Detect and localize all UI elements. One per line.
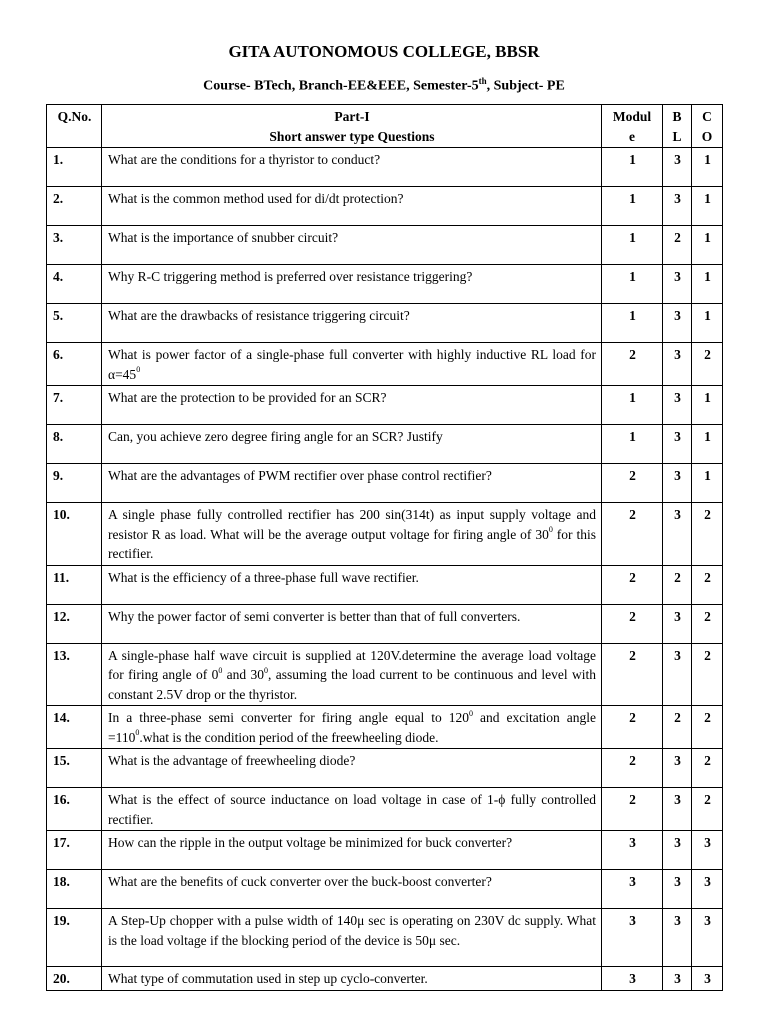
module-value: 1 (602, 187, 663, 226)
module-value: 2 (602, 503, 663, 566)
degree-superscript: 0 (469, 708, 473, 718)
degree-superscript: 0 (548, 525, 553, 534)
table-row (47, 909, 723, 967)
question-text: A Step-Up chopper with a pulse width of 140μ sec is operating on 230V dc supply. What is the load voltage if the blocking period of the device is 50μ sec. (102, 909, 602, 967)
question-number: 15. (47, 749, 102, 788)
header-bl-label-1: B (672, 109, 682, 124)
table-row (47, 386, 723, 425)
module-value: 1 (602, 226, 663, 265)
question-text: What are the benefits of cuck converter over the buck-boost converter? (102, 870, 602, 909)
co-value: 1 (692, 304, 723, 343)
question-text-part: and 30 (222, 667, 265, 682)
module-value: 3 (602, 831, 663, 870)
question-number: 3. (47, 226, 102, 265)
co-value: 1 (692, 226, 723, 265)
bl-value: 3 (663, 503, 692, 566)
question-text: What is the advantage of freewheeling diode? (102, 749, 602, 788)
module-value: 2 (602, 604, 663, 643)
bl-value: 3 (663, 870, 692, 909)
bl-value: 3 (663, 425, 692, 464)
course-sup: th (478, 76, 487, 86)
table-row (47, 831, 723, 870)
header-co (692, 105, 723, 148)
question-number: 9. (47, 464, 102, 503)
degree-superscript: 0 (264, 665, 269, 675)
header-part-label: Part-I (334, 109, 370, 124)
bl-value: 3 (663, 788, 692, 831)
header-module-label-2: e (629, 128, 635, 144)
question-text (102, 343, 602, 386)
question-text-part: In a three-phase semi converter for firing angle equal to 120 (108, 710, 469, 725)
module-value: 1 (602, 265, 663, 304)
table-row (47, 604, 723, 643)
question-number: 7. (47, 386, 102, 425)
table-row (47, 464, 723, 503)
bl-value: 2 (663, 706, 692, 749)
question-table (46, 104, 723, 991)
question-number: 1. (47, 148, 102, 187)
header-module-label-1: Modul (612, 109, 652, 124)
co-value: 2 (692, 604, 723, 643)
question-text: How can the ripple in the output voltage be minimized for buck converter? (102, 831, 602, 870)
table-row (47, 187, 723, 226)
co-value: 3 (692, 909, 723, 967)
table-row (47, 967, 723, 991)
question-text-part: for this rectifier. (108, 526, 596, 561)
table-row (47, 226, 723, 265)
question-number: 20. (47, 967, 102, 991)
question-text-part: What is power factor of a single-phase full converter with highly inductive RL load for α=45 (108, 347, 596, 382)
table-row (47, 265, 723, 304)
question-number: 4. (47, 265, 102, 304)
bl-value: 3 (663, 604, 692, 643)
question-text (102, 503, 602, 566)
question-text: What type of commutation used in step up cyclo-converter. (102, 967, 602, 991)
question-text: Why R-C triggering method is preferred over resistance triggering? (102, 265, 602, 304)
table-row (47, 870, 723, 909)
co-value: 2 (692, 343, 723, 386)
degree-superscript: 0 (136, 365, 141, 374)
co-value: 2 (692, 643, 723, 706)
module-value: 2 (602, 343, 663, 386)
question-number: 10. (47, 503, 102, 566)
module-value: 1 (602, 425, 663, 464)
question-number: 6. (47, 343, 102, 386)
question-number: 13. (47, 643, 102, 706)
bl-value: 3 (663, 187, 692, 226)
bl-value: 2 (663, 565, 692, 604)
degree-superscript: 0 (135, 728, 140, 737)
module-value: 1 (602, 386, 663, 425)
bl-value: 3 (663, 265, 692, 304)
question-text-part: A single phase fully controlled rectifier has 200 sin(314t) as input supply voltage and resistor R as load. What will be the average output voltage for firing angle of 30 (108, 507, 596, 542)
module-value: 1 (602, 148, 663, 187)
module-value: 2 (602, 788, 663, 831)
co-value: 3 (692, 831, 723, 870)
question-text: Why the power factor of semi converter is better than that of full converters. (102, 604, 602, 643)
table-row (47, 565, 723, 604)
question-text: Can, you achieve zero degree firing angle for an SCR? Justify (102, 425, 602, 464)
question-text: What is the importance of snubber circuit? (102, 226, 602, 265)
table-row (47, 643, 723, 706)
question-number: 5. (47, 304, 102, 343)
question-number: 19. (47, 909, 102, 967)
co-value: 3 (692, 870, 723, 909)
question-text-part: .what is the condition period of the freewheeling diode. (139, 729, 439, 745)
bl-value: 3 (663, 967, 692, 991)
module-value: 2 (602, 643, 663, 706)
bl-value: 3 (663, 304, 692, 343)
table-header-row (47, 105, 723, 148)
question-text: What are the advantages of PWM rectifier over phase control rectifier? (102, 464, 602, 503)
co-value: 1 (692, 187, 723, 226)
header-module (602, 105, 663, 148)
question-text: What is the common method used for di/dt protection? (102, 187, 602, 226)
course-info (0, 76, 768, 95)
question-text: What are the conditions for a thyristor to conduct? (102, 148, 602, 187)
header-bl (663, 105, 692, 148)
question-text-part: and excitation angle =110 (108, 710, 596, 745)
co-value: 1 (692, 425, 723, 464)
header-part (102, 105, 602, 148)
question-number: 11. (47, 565, 102, 604)
question-text: What are the drawbacks of resistance triggering circuit? (102, 304, 602, 343)
co-value: 2 (692, 503, 723, 566)
table-row (47, 343, 723, 386)
question-text-part: , assuming the load current to be continuous and level with constant 2.5V drop or the thyristor. (108, 667, 597, 702)
course-prefix: Course- BTech, Branch-EE&EEE, Semester-5 (203, 78, 479, 94)
question-number: 16. (47, 788, 102, 831)
header-qno (47, 105, 102, 148)
table-row (47, 503, 723, 566)
question-text (102, 706, 602, 749)
module-value: 2 (602, 706, 663, 749)
bl-value: 3 (663, 464, 692, 503)
module-value: 1 (602, 304, 663, 343)
bl-value: 2 (663, 226, 692, 265)
bl-value: 3 (663, 749, 692, 788)
bl-value: 3 (663, 148, 692, 187)
table-row (47, 706, 723, 749)
bl-value: 3 (663, 386, 692, 425)
module-value: 2 (602, 464, 663, 503)
bl-value: 3 (663, 343, 692, 386)
question-text: What are the protection to be provided for an SCR? (102, 386, 602, 425)
co-value: 2 (692, 565, 723, 604)
bl-value: 3 (663, 643, 692, 706)
module-value: 2 (602, 749, 663, 788)
degree-superscript: 0 (218, 665, 223, 675)
question-text: What is the efficiency of a three-phase full wave rectifier. (102, 565, 602, 604)
co-value: 1 (692, 265, 723, 304)
bl-value: 3 (663, 831, 692, 870)
course-suffix: , Subject- PE (486, 78, 565, 94)
table-row (47, 425, 723, 464)
question-text: What is the effect of source inductance on load voltage in case of 1-ϕ fully controlled rectifier. (102, 788, 602, 831)
module-value: 3 (602, 967, 663, 991)
question-table-body (47, 148, 723, 991)
question-number: 17. (47, 831, 102, 870)
header-co-label-2: O (701, 128, 713, 144)
header-part-sub-label: Short answer type Questions (269, 128, 435, 144)
module-value: 3 (602, 870, 663, 909)
question-text-part: A single-phase half wave circuit is supplied at 120V.determine the average load voltage for firing angle of 0 (108, 647, 596, 682)
bl-value: 3 (663, 909, 692, 967)
co-value: 2 (692, 788, 723, 831)
module-value: 2 (602, 565, 663, 604)
question-number: 18. (47, 870, 102, 909)
question-number: 2. (47, 187, 102, 226)
table-row (47, 788, 723, 831)
header-qno-label: Q.No. (57, 109, 92, 124)
question-number: 8. (47, 425, 102, 464)
co-value: 1 (692, 386, 723, 425)
co-value: 3 (692, 967, 723, 991)
question-number: 14. (47, 706, 102, 749)
college-title: GITA AUTONOMOUS COLLEGE, BBSR (228, 42, 540, 61)
co-value: 2 (692, 706, 723, 749)
table-row (47, 148, 723, 187)
question-number: 12. (47, 604, 102, 643)
co-value: 1 (692, 464, 723, 503)
table-row (47, 749, 723, 788)
co-value: 2 (692, 749, 723, 788)
question-text (102, 643, 602, 706)
table-row (47, 304, 723, 343)
header-co-label-1: C (702, 109, 712, 124)
module-value: 3 (602, 909, 663, 967)
header-bl-label-2: L (672, 128, 682, 144)
co-value: 1 (692, 148, 723, 187)
